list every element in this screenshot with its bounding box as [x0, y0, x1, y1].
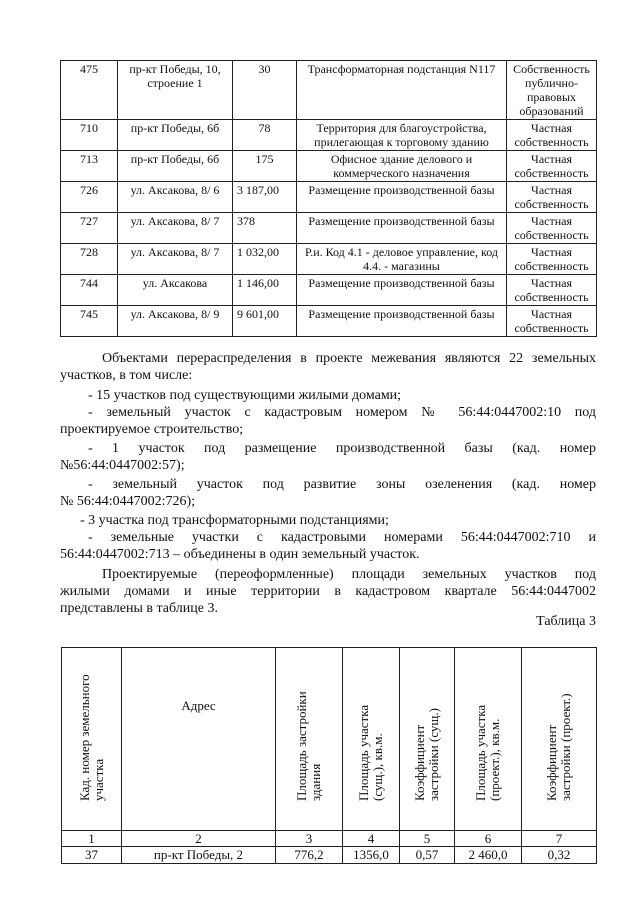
list-item-cont: проектируемое строительство; [60, 422, 244, 437]
plot-address: ул. Аксакова, 8/ 7 [118, 213, 233, 244]
header-cell [400, 648, 455, 831]
plot-area: 1 146,00 [233, 275, 297, 306]
table-row [61, 275, 597, 306]
projected-areas-table [61, 647, 597, 864]
building-area: 776,2 [276, 847, 343, 864]
table-caption: Таблица 3 [536, 614, 596, 629]
table-header-row [62, 648, 597, 831]
column-number: 7 [522, 831, 597, 847]
plot-number: 727 [61, 213, 118, 244]
plot-owner: Собственность публично-правовых образований [507, 61, 597, 120]
list-item: - земельные участки с кадастровыми номерами 56:44:0447002:710 и [88, 530, 596, 545]
header-coef-existing: Коэффициент застройки (сущ.) [412, 707, 441, 801]
list-item-cont: 56:44:0447002:713 – объединены в один земельный участок. [60, 547, 420, 562]
table-row [61, 61, 597, 120]
plot-area-existing: 1356,0 [343, 847, 400, 864]
header-plot-area-projected: Площадь участка (проект.), кв.м. [473, 704, 502, 801]
plot-number: 475 [61, 61, 118, 120]
plot-area: 9 601,00 [233, 306, 297, 337]
column-number: 3 [276, 831, 343, 847]
column-number: 4 [343, 831, 400, 847]
paragraph-line: участков, в том числе: [60, 368, 193, 383]
plot-area: 30 [233, 61, 297, 120]
table-row [61, 244, 597, 275]
list-item-cont: № 56:44:0447002:726); [60, 494, 196, 509]
plot-address: ул. Аксакова, 8/ 9 [118, 306, 233, 337]
list-item: - 15 участков под существующими жилыми домами; [88, 388, 402, 403]
paragraph-line: Объектами перераспределения в проекте межевания являются 22 земельных [102, 351, 596, 366]
header-cadastral-number: Кад. номер земельного участка [76, 674, 106, 801]
plot-number: 710 [61, 120, 118, 151]
plot-owner: Частная собственность [507, 275, 597, 306]
paragraph-line: жилыми домами и иные территории в кадастровом квартале 56:44:0447002 [60, 584, 596, 599]
list-item: - земельный участок под развитие зоны озеленения (кад. номер [88, 477, 596, 492]
plot-number: 744 [61, 275, 118, 306]
plot-use: Трансформаторная подстанция N117 [297, 61, 507, 120]
land-plots-table [60, 60, 597, 337]
header-address: Адрес [122, 648, 276, 831]
header-cell [455, 648, 522, 831]
column-number: 6 [455, 831, 522, 847]
table-row [62, 847, 597, 864]
plot-number: 745 [61, 306, 118, 337]
header-building-area: Площадь застройки здания [294, 691, 323, 801]
plot-use: Территория для благоустройства, прилегающая к торговому зданию [297, 120, 507, 151]
table-row [61, 182, 597, 213]
coef-projected: 0,32 [522, 847, 597, 864]
plot-area: 175 [233, 151, 297, 182]
list-item: - 1 участок под размещение производственной базы (кад. номер [88, 441, 596, 456]
plot-area: 1 032,00 [233, 244, 297, 275]
plot-number: 713 [61, 151, 118, 182]
plot-owner: Частная собственность [507, 244, 597, 275]
coef-existing: 0,57 [400, 847, 455, 864]
header-coef-projected: Коэффициент застройки (проект.) [544, 693, 573, 801]
table-row [61, 151, 597, 182]
plot-area-projected: 2 460,0 [455, 847, 522, 864]
plot-use: Размещение производственной базы [297, 182, 507, 213]
plot-use: Офисное здание делового и коммерческого назначения [297, 151, 507, 182]
plot-use: Р.и. Код 4.1 - деловое управление, код 4.4. - магазины [297, 244, 507, 275]
table-row [61, 306, 597, 337]
plot-owner: Частная собственность [507, 120, 597, 151]
plot-address: ул. Аксакова [118, 275, 233, 306]
plot-owner: Частная собственность [507, 151, 597, 182]
list-item: - земельный участок с кадастровым номером № 56:44:0447002:10 под [88, 405, 596, 420]
plot-use: Размещение производственной базы [297, 275, 507, 306]
list-item-cont: №56:44:0447002:57); [60, 458, 185, 473]
plot-use: Размещение производственной базы [297, 306, 507, 337]
plot-number: 726 [61, 182, 118, 213]
plot-address: ул. Аксакова, 8/ 6 [118, 182, 233, 213]
header-cell [62, 648, 122, 831]
table-row [61, 120, 597, 151]
list-item: - 3 участка под трансформаторными подстанциями; [80, 513, 389, 528]
plot-address: пр-кт Победы, 6б [118, 120, 233, 151]
column-number: 5 [400, 831, 455, 847]
column-number: 2 [122, 831, 276, 847]
plot-owner: Частная собственность [507, 306, 597, 337]
plot-number: 37 [62, 847, 122, 864]
plot-owner: Частная собственность [507, 182, 597, 213]
column-number: 1 [62, 831, 122, 847]
header-cell [276, 648, 343, 831]
paragraph-line: Проектируемые (переоформленные) площади земельных участков под [102, 567, 596, 582]
plot-address: пр-кт Победы, 2 [122, 847, 276, 864]
plot-area: 378 [233, 213, 297, 244]
header-cell [343, 648, 400, 831]
header-cell [522, 648, 597, 831]
header-plot-area-existing: Площадь участка (сущ.), кв.м. [356, 704, 385, 801]
plot-address: пр-кт Победы, 10, строение 1 [118, 61, 233, 120]
plot-owner: Частная собственность [507, 213, 597, 244]
table-row [61, 213, 597, 244]
plot-number: 728 [61, 244, 118, 275]
plot-address: пр-кт Победы, 6б [118, 151, 233, 182]
plot-address: ул. Аксакова, 8/ 7 [118, 244, 233, 275]
paragraph-line: представлены в таблице 3. [60, 601, 218, 616]
plot-area: 78 [233, 120, 297, 151]
plot-area: 3 187,00 [233, 182, 297, 213]
column-number-row [62, 831, 597, 847]
plot-use: Размещение производственной базы [297, 213, 507, 244]
